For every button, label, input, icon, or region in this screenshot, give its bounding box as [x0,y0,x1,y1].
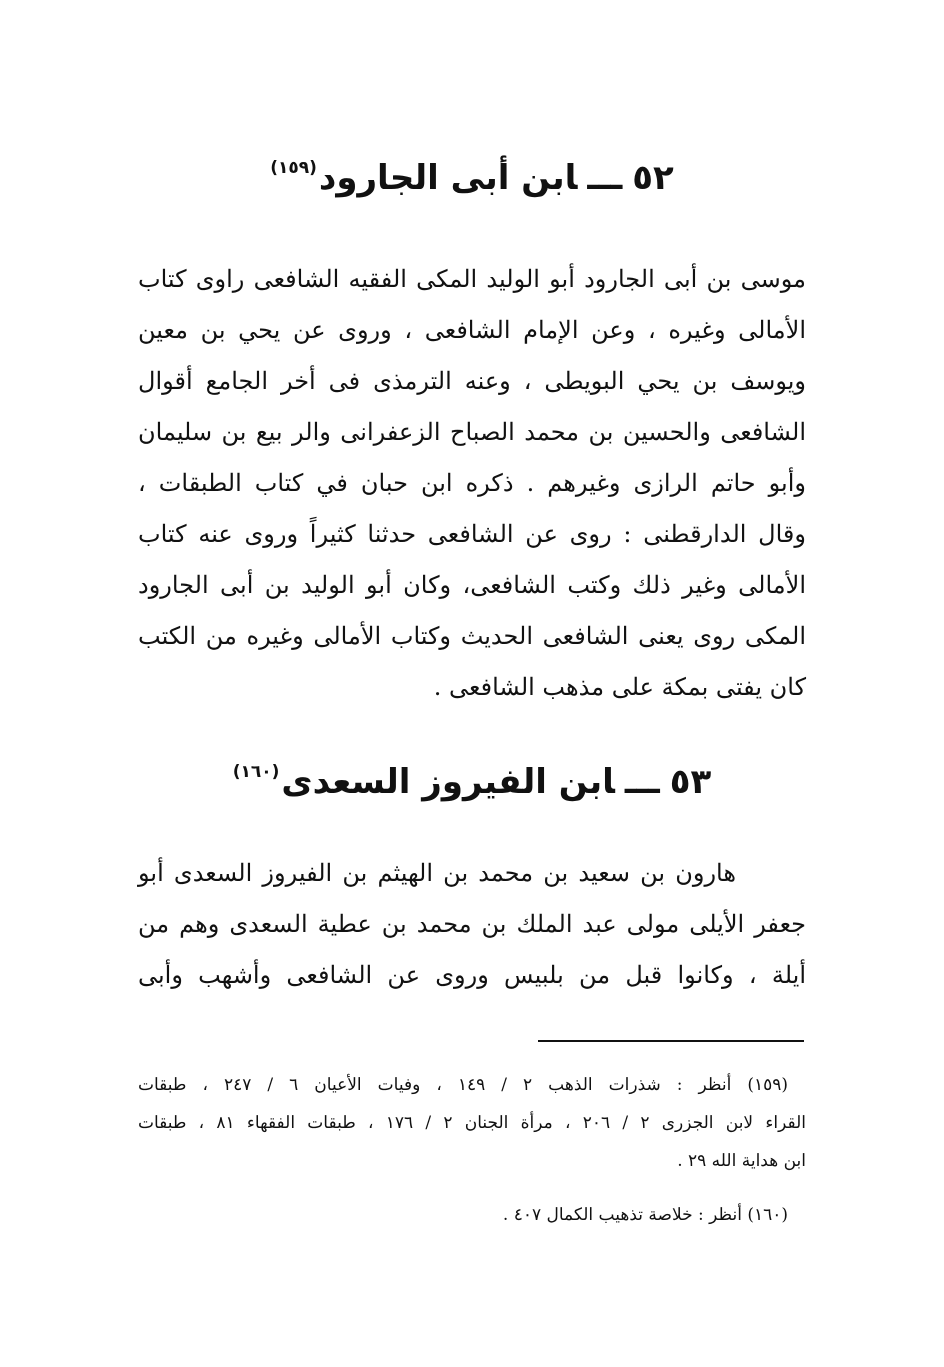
footnote-line: (١٥٩) أنظر : شذرات الذهب ٢ / ١٤٩ ، وفيات الأعيان ٦ / ٢٤٧ ، طبقات [138,1075,789,1095]
text-line: موسى بن أبى الجارود أبو الوليد المكى الفقيه الشافعى راوى كتاب [138,265,806,293]
entry-52-body [138,254,806,713]
entry-title: ابن الفيروز السعدى [281,762,615,802]
entry-53-heading [140,742,804,812]
footnote-160 [138,1196,806,1234]
entry-title: ابن أبى الجارود [318,158,578,198]
footnote-reference[interactable]: (١٥٩) [270,158,317,178]
footnote-159 [138,1066,806,1180]
text-line: كان يفتى بمكة على مذهب الشافعى . [433,673,806,701]
footnote-line: (١٦٠) أنظر : خلاصة تذهيب الكمال ٤٠٧ . [502,1205,788,1225]
text-line: وقال الدارقطنى : روى عن الشافعى حدثنا كثيراً وروى عنه كتاب [138,520,806,548]
text-line: أيلة ، وكانوا قبل من بلبيس وروى عن الشافعى وأشهب وأبى [138,961,806,989]
footnote-reference[interactable]: (١٦٠) [232,762,280,782]
text-line: الأمالى وغير ذلك وكتب الشافعى، وكان أبو الوليد بن أبى الجارود [138,571,806,599]
entry-53-body [138,848,806,1001]
entry-number: ٥٣ [669,762,712,802]
entry-number: ٥٢ [632,158,674,198]
text-line: الأمالى وغيره ، وعن الإمام الشافعى ، وروى عن يحي بن معين [138,316,806,344]
text-line: وأبو حاتم الرازى وغيرهم . ذكره ابن حبان في كتاب الطبقات ، [138,469,806,497]
text-line: الشافعى والحسين بن محمد الصباح الزعفرانى والر بيع بن سليمان [138,418,806,446]
footnote-line: القراء لابن الجزرى ٢ / ٢٠٦ ، مرأة الجنان ٢ / ١٧٦ ، طبقات الفقهاء ٨١ ، طبقات [138,1113,806,1133]
entry-52-heading [140,138,804,208]
text-line: جعفر الأيلى مولى عبد الملك بن محمد بن عطية السعدى وهم من [138,910,806,938]
footnote-line: ابن هداية الله ٢٩ . [677,1151,806,1171]
heading-dash: ـــ [624,762,660,802]
heading-dash: ـــ [587,158,623,198]
text-line: هارون بن سعيد بن محمد بن الهيثم بن الفيروز السعدى أبو [138,859,736,887]
text-line: المكى روى يعنى الشافعى الحديث وكتاب الأمالى وغيره من الكتب [138,622,807,650]
footnote-separator [538,1040,804,1042]
text-line: ويوسف بن يحي البويطى ، وعنه الترمذى فى أخر الجامع أقوال [138,367,806,395]
